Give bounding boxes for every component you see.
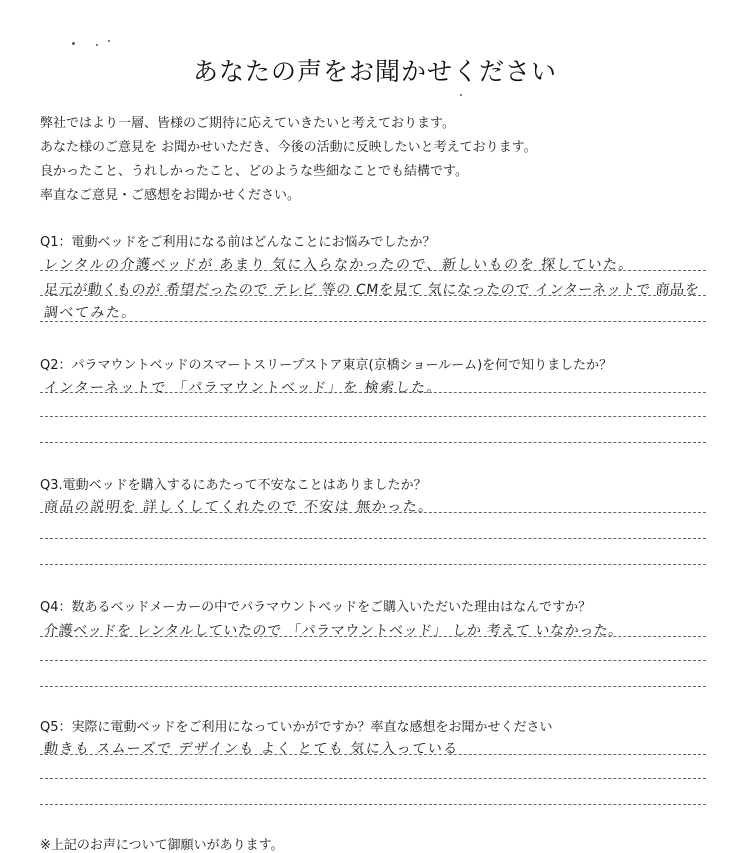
question-3: Q3.電動ベッドを購入するにあたって不安なことはありましたか？ <box>40 478 427 493</box>
answer-rule <box>40 442 706 443</box>
answer-rule <box>40 538 706 539</box>
answer-rule <box>40 270 706 271</box>
question-2: Q2：パラマウントベッドのスマートスリープストア東京(京橋ショールーム)を何で知りましたか？ <box>40 358 613 373</box>
answer-3-line-1[interactable]: 商品の説明を 詳しくしてくれたので 不安は 無かった。 <box>43 499 435 515</box>
answer-4-line-1[interactable]: 介護ベッドを レンタルしていたので 「パラマウントベッド」 しか 考えて いなかった。 <box>43 623 624 639</box>
intro-line: 良かったこと、うれしかったこと、どのような些細なことでも結構です。 <box>40 164 468 179</box>
answer-5-line-1[interactable]: 動きも スムーズで デザインも よく とても 気に入っている <box>43 741 460 757</box>
answer-rule <box>40 686 706 687</box>
scan-speck <box>96 44 98 46</box>
scan-speck <box>108 40 110 42</box>
scan-speck <box>72 42 75 45</box>
answer-rule <box>40 321 706 322</box>
answer-rule <box>40 416 706 417</box>
answer-rule <box>40 754 706 755</box>
answer-rule <box>40 636 706 637</box>
intro-text <box>40 112 537 208</box>
footnote: ※上記のお声について御願いがあります。 <box>40 838 284 853</box>
question-5: Q5：実際に電動ベッドをご利用になっていかがですか？率直な感想をお聞かせください <box>40 720 553 735</box>
answer-rule <box>40 295 706 296</box>
answer-rule <box>40 512 706 513</box>
question-4: Q4：数あるベッドメーカーの中でパラマウントベッドをご購入いただいた理由はなんですか？ <box>40 600 592 615</box>
page-title: あなたの声をお聞かせください <box>192 57 557 86</box>
scan-speck <box>460 94 462 96</box>
intro-line: 率直なご意見・ご感想をお聞かせください。 <box>40 188 301 203</box>
answer-rule <box>40 660 706 661</box>
question-1: Q1：電動ベッドをご利用になる前はどんなことにお悩みでしたか？ <box>40 235 436 250</box>
answer-rule <box>40 564 706 565</box>
answer-1-line-3[interactable]: 調べてみた。 <box>43 305 138 321</box>
intro-line: 弊社ではより一層、皆様のご期待に応えていきたいと考えております。 <box>40 116 455 131</box>
answer-1-line-1[interactable]: レンタルの介護ベッドが あまり 気に入らなかったので、新しいものを 探していた。 <box>43 257 635 273</box>
answer-1-line-2[interactable]: 足元が動くものが 希望だったので テレビ 等の CMを見て 気になったので インターネットで 商品を <box>43 282 701 298</box>
answer-rule <box>40 804 706 805</box>
answer-rule <box>40 778 706 779</box>
intro-line: あなた様のご意見を お聞かせいただき、今後の活動に反映したいと考えております。 <box>40 140 537 155</box>
answer-2-line-1[interactable]: インターネットで 「パラマウントベッド」を 検索した。 <box>43 380 443 396</box>
answer-rule <box>40 392 706 393</box>
